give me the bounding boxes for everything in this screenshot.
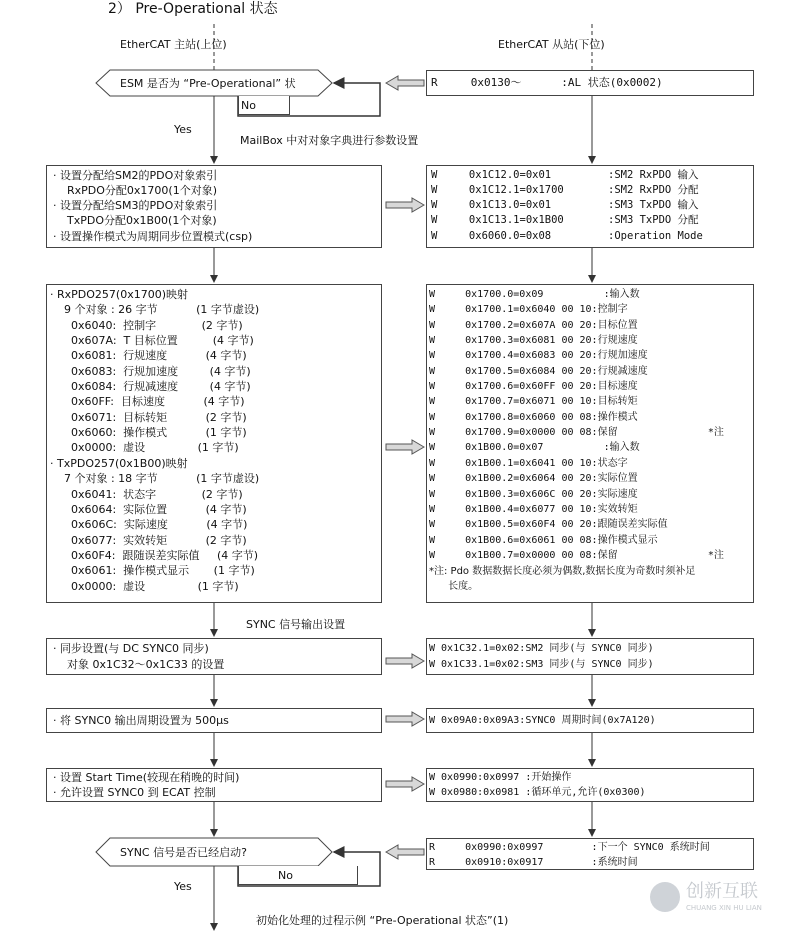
pdo-assign-line: RxPDO分配0x1700(1个对象) — [53, 184, 217, 197]
mapping-line: 0x60FF: 目标速度 (4 字节) — [50, 395, 245, 408]
esm-yes-label: Yes — [174, 123, 192, 136]
mapping-line: 0x6077: 实效转矩 (2 字节) — [50, 534, 247, 547]
slave-al-status-box — [426, 70, 754, 96]
mapping-line: 0x607A: T 目标位置 (4 字节) — [50, 334, 254, 347]
mapping-slave-line: W 0x1B00.5=0x60F4 00 20:跟随误差实际值 — [429, 519, 668, 530]
sync-no-label: No — [278, 869, 293, 882]
pdo-mapping-box — [46, 284, 382, 603]
mapping-line: · RxPDO257(0x1700)映射 — [50, 288, 188, 301]
sync-output-label: SYNC 信号输出设置 — [246, 618, 346, 631]
block-arrow-left-2 — [386, 845, 424, 859]
mapping-line: 0x6064: 实际位置 (4 字节) — [50, 503, 247, 516]
pdo-assign-slave-line: W 0x6060.0=0x08 :Operation Mode — [431, 230, 703, 242]
page-title: 2） Pre-Operational 状态 — [108, 1, 278, 17]
mapping-slave-line: W 0x1700.3=0x6081 00 20:行规速度 — [429, 335, 638, 346]
cycle-slave-box — [426, 708, 754, 733]
pdo-assign-box — [46, 165, 382, 248]
mapping-slave-line: W 0x1700.2=0x607A 00 20:目标位置 — [429, 320, 638, 331]
mapping-slave-line: W 0x1700.8=0x6060 00 08:操作模式 — [429, 412, 638, 423]
final-slave-box — [426, 838, 754, 870]
watermark-logo-icon — [650, 882, 680, 912]
block-arrow-right-1 — [386, 198, 424, 212]
cycle-line: · 将 SYNC0 输出周期设置为 500μs — [53, 714, 229, 727]
mapping-line: 0x606C: 实际速度 (4 字节) — [50, 518, 248, 531]
mailbox-label: MailBox 中对对象字典进行参数设置 — [240, 134, 419, 147]
mapping-line: 7 个对象 : 18 字节 (1 字节虚设) — [50, 472, 260, 485]
mapping-line: 0x6081: 行规速度 (4 字节) — [50, 349, 247, 362]
mapping-line: 0x6083: 行规加速度 (4 字节) — [50, 365, 251, 378]
start-time-line: · 设置 Start Time(较现在稍晚的时间) — [53, 771, 240, 784]
mapping-slave-note: 长度。 — [429, 581, 479, 592]
sync-setting-slave-line: W 0x1C33.1=0x02:SM3 同步(与 SYNC0 同步) — [429, 659, 654, 670]
mapping-line: 0x0000: 虚设 (1 字节) — [50, 580, 239, 593]
pdo-mapping-slave-box — [426, 284, 754, 603]
mapping-slave-line: W 0x1B00.4=0x6077 00 10:实效转矩 — [429, 504, 638, 515]
start-time-line: · 允许设置 SYNC0 到 ECAT 控制 — [53, 786, 216, 799]
watermark-subtext: CHUANG XIN HU LIAN — [686, 904, 762, 912]
sync-setting-box — [46, 638, 382, 675]
mapping-slave-line: W 0x1B00.7=0x0000 00 08:保留 *注 — [429, 550, 724, 561]
mapping-line: 0x0000: 虚设 (1 字节) — [50, 441, 239, 454]
mapping-slave-line: W 0x1B00.0=0x07 :输入数 — [429, 442, 640, 453]
start-time-slave-line: W 0x0980:0x0981 :循环单元,允许(0x0300) — [429, 787, 646, 798]
mapping-slave-line: W 0x1B00.2=0x6064 00 20:实际位置 — [429, 473, 638, 484]
sync-setting-line: 对象 0x1C32～0x1C33 的设置 — [53, 658, 225, 671]
sync-setting-line: · 同步设置(与 DC SYNC0 同步) — [53, 642, 209, 655]
block-arrow-right-4 — [386, 712, 424, 726]
pdo-assign-line: · 设置操作模式为周期同步位置模式(csp) — [53, 230, 253, 243]
sync-setting-slave-box — [426, 638, 754, 675]
mapping-line: 9 个对象 : 26 字节 (1 字节虚设) — [50, 303, 260, 316]
final-slave-line: R 0x0910:0x0917 :系统时间 — [429, 857, 638, 868]
cycle-slave-line: W 0x09A0:0x09A3:SYNC0 周期时间(0x7A120) — [429, 715, 656, 726]
slave-al-status-line: R 0x0130～ :AL 状态(0x0002) — [431, 76, 663, 89]
cycle-box — [46, 708, 382, 733]
mapping-slave-line: W 0x1700.1=0x6040 00 10:控制字 — [429, 304, 628, 315]
sync-question-text: SYNC 信号是否已经启动? — [120, 846, 247, 859]
block-arrow-left-1 — [386, 76, 424, 90]
sync-setting-slave-line: W 0x1C32.1=0x02:SM2 同步(与 SYNC0 同步) — [429, 643, 654, 654]
master-header: EtherCAT 主站(上位) — [120, 38, 227, 51]
final-slave-line: R 0x0990:0x0997 :下一个 SYNC0 系统时间 — [429, 842, 710, 853]
mapping-slave-line: W 0x1700.7=0x6071 00 10:目标转矩 — [429, 396, 638, 407]
mapping-slave-line: W 0x1B00.3=0x606C 00 20:实际速度 — [429, 489, 638, 500]
mapping-slave-line: W 0x1B00.1=0x6041 00 10:状态字 — [429, 458, 628, 469]
mapping-slave-line: W 0x1700.6=0x60FF 00 20:目标速度 — [429, 381, 638, 392]
esm-no-label: No — [241, 99, 256, 112]
mapping-slave-line: W 0x1B00.6=0x6061 00 08:操作模式显示 — [429, 535, 658, 546]
block-arrow-right-3 — [386, 654, 424, 668]
pdo-assign-slave-line: W 0x1C12.1=0x1700 :SM2 RxPDO 分配 — [431, 184, 699, 196]
mapping-slave-line: W 0x1700.4=0x6083 00 20:行规加速度 — [429, 350, 648, 361]
start-time-slave-box — [426, 768, 754, 802]
start-time-slave-line: W 0x0990:0x0997 :开始操作 — [429, 772, 572, 783]
mapping-line: 0x6040: 控制字 (2 字节) — [50, 319, 243, 332]
sync-yes-label: Yes — [174, 880, 192, 893]
mapping-line: · TxPDO257(0x1B00)映射 — [50, 457, 188, 470]
mapping-line: 0x60F4: 跟随误差实际值 (4 字节) — [50, 549, 259, 562]
start-time-box — [46, 768, 382, 802]
mapping-line: 0x6060: 操作模式 (1 字节) — [50, 426, 247, 439]
block-arrow-right-2 — [386, 440, 424, 454]
figure-caption: 初始化处理的过程示例 “Pre-Operational 状态”(1) — [256, 914, 509, 927]
mapping-slave-line: W 0x1700.0=0x09 :输入数 — [429, 289, 640, 300]
mapping-slave-line: W 0x1700.9=0x0000 00 08:保留 *注 — [429, 427, 724, 438]
pdo-assign-line: TxPDO分配0x1B00(1个对象) — [53, 214, 217, 227]
pdo-assign-slave-line: W 0x1C13.1=0x1B00 :SM3 TxPDO 分配 — [431, 214, 699, 226]
pdo-assign-slave-box — [426, 165, 754, 248]
pdo-assign-line: · 设置分配给SM3的PDO对象索引 — [53, 199, 218, 212]
mapping-slave-note: *注: Pdo 数据数据长度必须为偶数,数据长度为奇数时须补足 — [429, 566, 696, 577]
watermark — [650, 878, 782, 924]
pdo-assign-line: · 设置分配给SM2的PDO对象索引 — [53, 169, 218, 182]
mapping-line: 0x6041: 状态字 (2 字节) — [50, 488, 243, 501]
mapping-line: 0x6084: 行规减速度 (4 字节) — [50, 380, 251, 393]
pdo-assign-slave-line: W 0x1C13.0=0x01 :SM3 TxPDO 输入 — [431, 199, 699, 211]
slave-header: EtherCAT 从站(下位) — [498, 38, 605, 51]
block-arrow-right-5 — [386, 777, 424, 791]
mapping-line: 0x6061: 操作模式显示 (1 字节) — [50, 564, 255, 577]
watermark-text: 创新互联 — [686, 881, 758, 902]
esm-question-text: ESM 是否为 “Pre-Operational” 状 — [120, 77, 296, 90]
mapping-slave-line: W 0x1700.5=0x6084 00 20:行规减速度 — [429, 366, 648, 377]
pdo-assign-slave-line: W 0x1C12.0=0x01 :SM2 RxPDO 输入 — [431, 169, 699, 181]
sync-no-box — [238, 866, 358, 885]
mapping-line: 0x6071: 目标转矩 (2 字节) — [50, 411, 247, 424]
